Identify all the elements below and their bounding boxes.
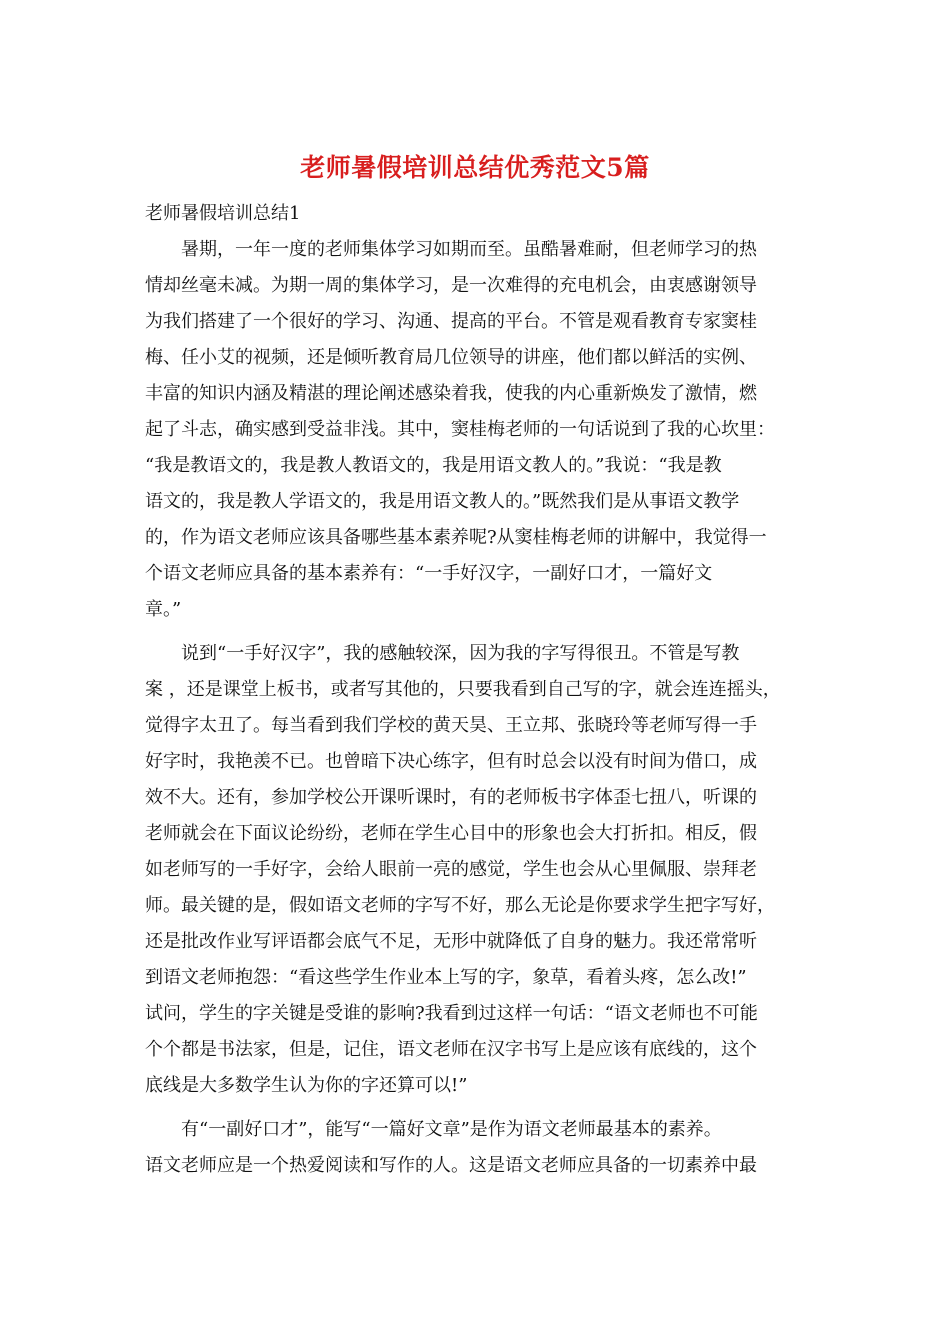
paragraph-line: 到语文老师抱怨：“看这些学生作业本上写的字，象草，看着头疼，怎么改!” [145,967,747,988]
paragraph-line: 语文老师应是一个热爱阅读和写作的人。这是语文老师应具备的一切素养中最 [145,1155,757,1176]
paragraph-line: 试问，学生的字关键是受谁的影响?我看到过这样一句话：“语文老师也不可能 [145,1003,758,1024]
paragraph-line: 案 ，还是课堂上板书，或者写其他的，只要我看到自己写的字，就会连连摇头， [145,679,781,700]
paragraph-line: 好字时，我艳羡不已。也曾暗下决心练字，但有时总会以没有时间为借口，成 [145,751,757,772]
paragraph-line: “我是教语文的，我是教人教语文的，我是用语文教人的。”我说：“我是教 [145,455,722,476]
paragraph-line: 有“一副好口才”，能写“一篇好文章”是作为语文老师最基本的素养。 [181,1119,722,1140]
paragraph-line: 老师就会在下面议论纷纷，老师在学生心目中的形象也会大打折扣。相反，假 [145,823,757,844]
paragraph-line: 如老师写的一手好字，会给人眼前一亮的感觉，学生也会从心里佩服、崇拜老 [145,859,757,880]
paragraph-line: 章。” [145,599,182,620]
paragraph-line: 暑期，一年一度的老师集体学习如期而至。虽酷暑难耐，但老师学习的热 [181,239,757,260]
paragraph-line: 起了斗志，确实感到受益非浅。其中，窦桂梅老师的一句话说到了我的心坎里： [145,419,775,440]
paragraph-line: 为我们搭建了一个很好的学习、沟通、提高的平台。不管是观看教育专家窦桂 [145,311,757,332]
section-heading: 老师暑假培训总结1 [145,203,301,224]
paragraph-line: 说到“一手好汉字”，我的感触较深，因为我的字写得很丑。不管是写教 [181,643,740,664]
paragraph-line: 语文的，我是教人学语文的，我是用语文教人的。”既然我们是从事语文教学 [145,491,740,512]
paragraph-line: 师。最关键的是，假如语文老师的字写不好，那么无论是你要求学生把字写好， [145,895,775,916]
paragraph-line: 个语文老师应具备的基本素养有：“一手好汉字，一副好口才，一篇好文 [145,563,713,584]
paragraph-line: 的，作为语文老师应该具备哪些基本素养呢?从窦桂梅老师的讲解中，我觉得一 [145,527,767,548]
document-title: 老师暑假培训总结优秀范文5篇 [300,153,650,182]
paragraph-line: 个个都是书法家，但是，记住，语文老师在汉字书写上是应该有底线的，这个 [145,1039,757,1060]
paragraph-line: 觉得字太丑了。每当看到我们学校的黄天昊、王立邦、张晓玲等老师写得一手 [145,715,757,736]
paragraph-line: 还是批改作业写评语都会底气不足，无形中就降低了自身的魅力。我还常常听 [145,931,757,952]
paragraph-line: 效不大。还有，参加学校公开课听课时，有的老师板书字体歪七扭八，听课的 [145,787,757,808]
paragraph-line: 情却丝毫未减。为期一周的集体学习，是一次难得的充电机会，由衷感谢领导 [145,275,757,296]
paragraph-line: 底线是大多数学生认为你的字还算可以!” [145,1075,468,1096]
paragraph-line: 梅、任小艾的视频，还是倾听教育局几位领导的讲座，他们都以鲜活的实例、 [145,347,757,368]
paragraph-line: 丰富的知识内涵及精湛的理论阐述感染着我，使我的内心重新焕发了激情，燃 [145,383,757,404]
